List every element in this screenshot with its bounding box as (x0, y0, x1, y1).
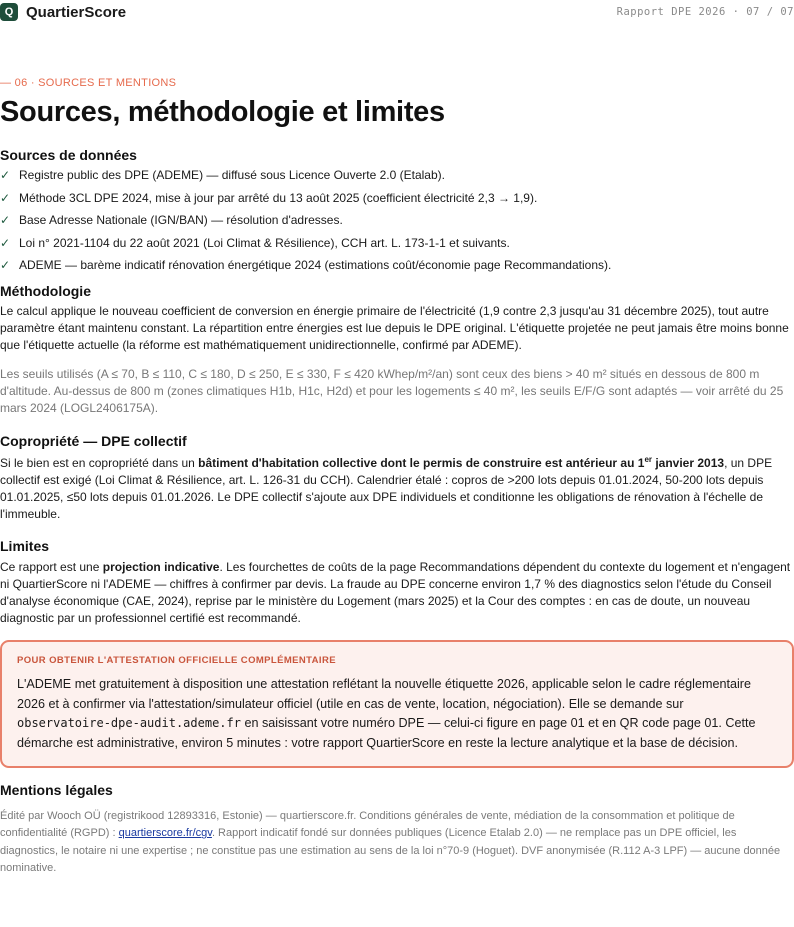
limits-emphasis: projection indicative (102, 560, 220, 574)
list-item (0, 168, 794, 183)
attestation-callout (0, 640, 794, 768)
list-item (0, 191, 794, 206)
copro-emphasis: bâtiment d'habitation collective dont le permis de construire est antérieur au 1er janvier 2013 (198, 455, 725, 470)
page-meta: Rapport DPE 2026 · 07 / 07 (616, 6, 794, 18)
sources-list (0, 168, 794, 273)
list-item (0, 258, 794, 273)
source-text: ADEME — barème indicatif rénovation énergétique 2024 (estimations coût/économie page Recommandations). (19, 258, 612, 272)
copro-heading: Copropriété — DPE collectif (0, 433, 187, 449)
page-title: Sources, méthodologie et limites (0, 96, 445, 128)
check-icon: ✓ (0, 213, 11, 227)
source-text: Loi n° 2021-1104 du 22 août 2021 (Loi Climat & Résilience), CCH art. L. 173-1-1 et suivants. (19, 235, 510, 250)
page-header (0, 0, 794, 26)
legal-paragraph: Édité par Wooch OÜ (registrikood 12893316, Estonie) — quartierscore.fr. Conditions générales de vente, médiation de la consommation et politique de confidentialité (RGPD) : quartierscore.fr/cgv. Rapport indicatif fondé sur données publiques (Licence Etalab 2.0) — ne remplace pas un DPE officiel, les diagnostics, le notaire ni une expertise ; ne constitue pas une estimation au sens de la loi n°70-9 (Hoguet). DVF anonymisée (R.112 A-3 LPF) — aucune donnée nominative. (0, 810, 781, 874)
page-content (0, 147, 794, 877)
callout-heading: POUR OBTENIR L'ATTESTATION OFFICIELLE COMPLÉMENTAIRE (17, 655, 336, 666)
limits-paragraph: Ce rapport est une projection indicative. Les fourchettes de coûts de la page Recommandations dépendent du contexte du logement et n'engagent ni QuartierScore ni l'ADEME — chiffres à confirmer par devis. La fraude au DPE concerne environ 1,7 % des diagnostics selon l'étude du Conseil d'analyse économique (CAE, 2024), reprise par le ministère du Logement (mars 2025) et la Cour des comptes : en cas de doute, un nouveau diagnostic par un professionnel certifié est recommandé. (0, 560, 791, 625)
source-text: Base Adresse Nationale (IGN/BAN) — résolution d'adresses. (19, 213, 343, 227)
brand (0, 3, 126, 21)
source-text: Registre public des DPE (ADEME) — diffusé sous Licence Ouverte 2.0 (Etalab). (19, 168, 445, 182)
list-item (0, 213, 794, 228)
check-icon: ✓ (0, 258, 11, 272)
brand-name: QuartierScore (26, 3, 127, 21)
check-icon: ✓ (0, 235, 11, 250)
thresholds-paragraph: Les seuils utilisés (A ≤ 70, B ≤ 110, C ≤ 180, D ≤ 250, E ≤ 330, F ≤ 420 kWhep/m²/an) sont ceux des biens > 40 m² situés en dessous de 800 m d'altitude. Au-dessus de 800 m (zones climatiques H1b, H1c, H2d) et pour les logements ≤ 40 m², les seuils E/F/G sont adaptés — voir arrêté du 25 mars 2024 (LOGL2406175A). (0, 367, 784, 415)
limits-heading: Limites (0, 538, 50, 554)
check-icon: ✓ (0, 190, 11, 205)
methodology-paragraph: Le calcul applique le nouveau coefficient de conversion en énergie primaire de l'électricité (1,9 contre 2,3 jusqu'au 31 décembre 2025), tout autre paramètre étant maintenu constant. La répartition entre énergies est lue depuis le DPE original. L'étiquette projetée ne peut jamais être moins bonne que l'étiquette actuelle (la réforme est mathématiquement unidirectionnelle, confirmé par ADEME). (0, 304, 789, 352)
copro-paragraph: Si le bien est en copropriété dans un bâtiment d'habitation collective dont le permis de construire est antérieur au 1er janvier 2013, un DPE collectif est exigé (Loi Climat & Résilience, art. L. 126-31 du CCH). Calendrier étalé : copros de >200 lots depuis 01.01.2024, 50-200 lots depuis 01.01.2025, ≤50 lots depuis 01.01.2026. Le DPE collectif s'ajoute aux DPE individuels et conditionne les obligations de rénovation à l'échelle de l'immeuble. (0, 455, 773, 521)
callout-paragraph: L'ADEME met gratuitement à disposition une attestation reflétant la nouvelle étiquette 2026, applicable selon le cadre réglementaire 2026 et à confirmer via l'attestation/simulateur officiel (utile en cas de vente, location, négociation). Elle se demande sur observatoire-dpe-audit.ademe.fr en saisissant votre numéro DPE — celui-ci figure en page 01 et en QR code page 01. Cette démarche est administrative, environ 5 minutes : votre rapport QuartierScore en reste la lecture analytique et la base de décision. (17, 677, 756, 750)
list-item (0, 236, 794, 251)
methodology-heading: Méthodologie (0, 283, 91, 299)
source-text: Méthode 3CL DPE 2024, mise à jour par arrêté du 13 août 2025 (coefficient électricité 2,3 → 1,9). (19, 190, 538, 205)
ademe-url: observatoire-dpe-audit.ademe.fr (17, 716, 241, 730)
sources-heading: Sources de données (0, 147, 137, 163)
legal-heading: Mentions légales (0, 782, 113, 798)
check-icon: ✓ (0, 168, 11, 182)
quartierscore-logo-icon: Q (0, 3, 18, 21)
section-tag: — 06 · SOURCES ET MENTIONS (0, 77, 177, 89)
cgv-link[interactable]: quartierscore.fr/cgv (118, 827, 212, 840)
